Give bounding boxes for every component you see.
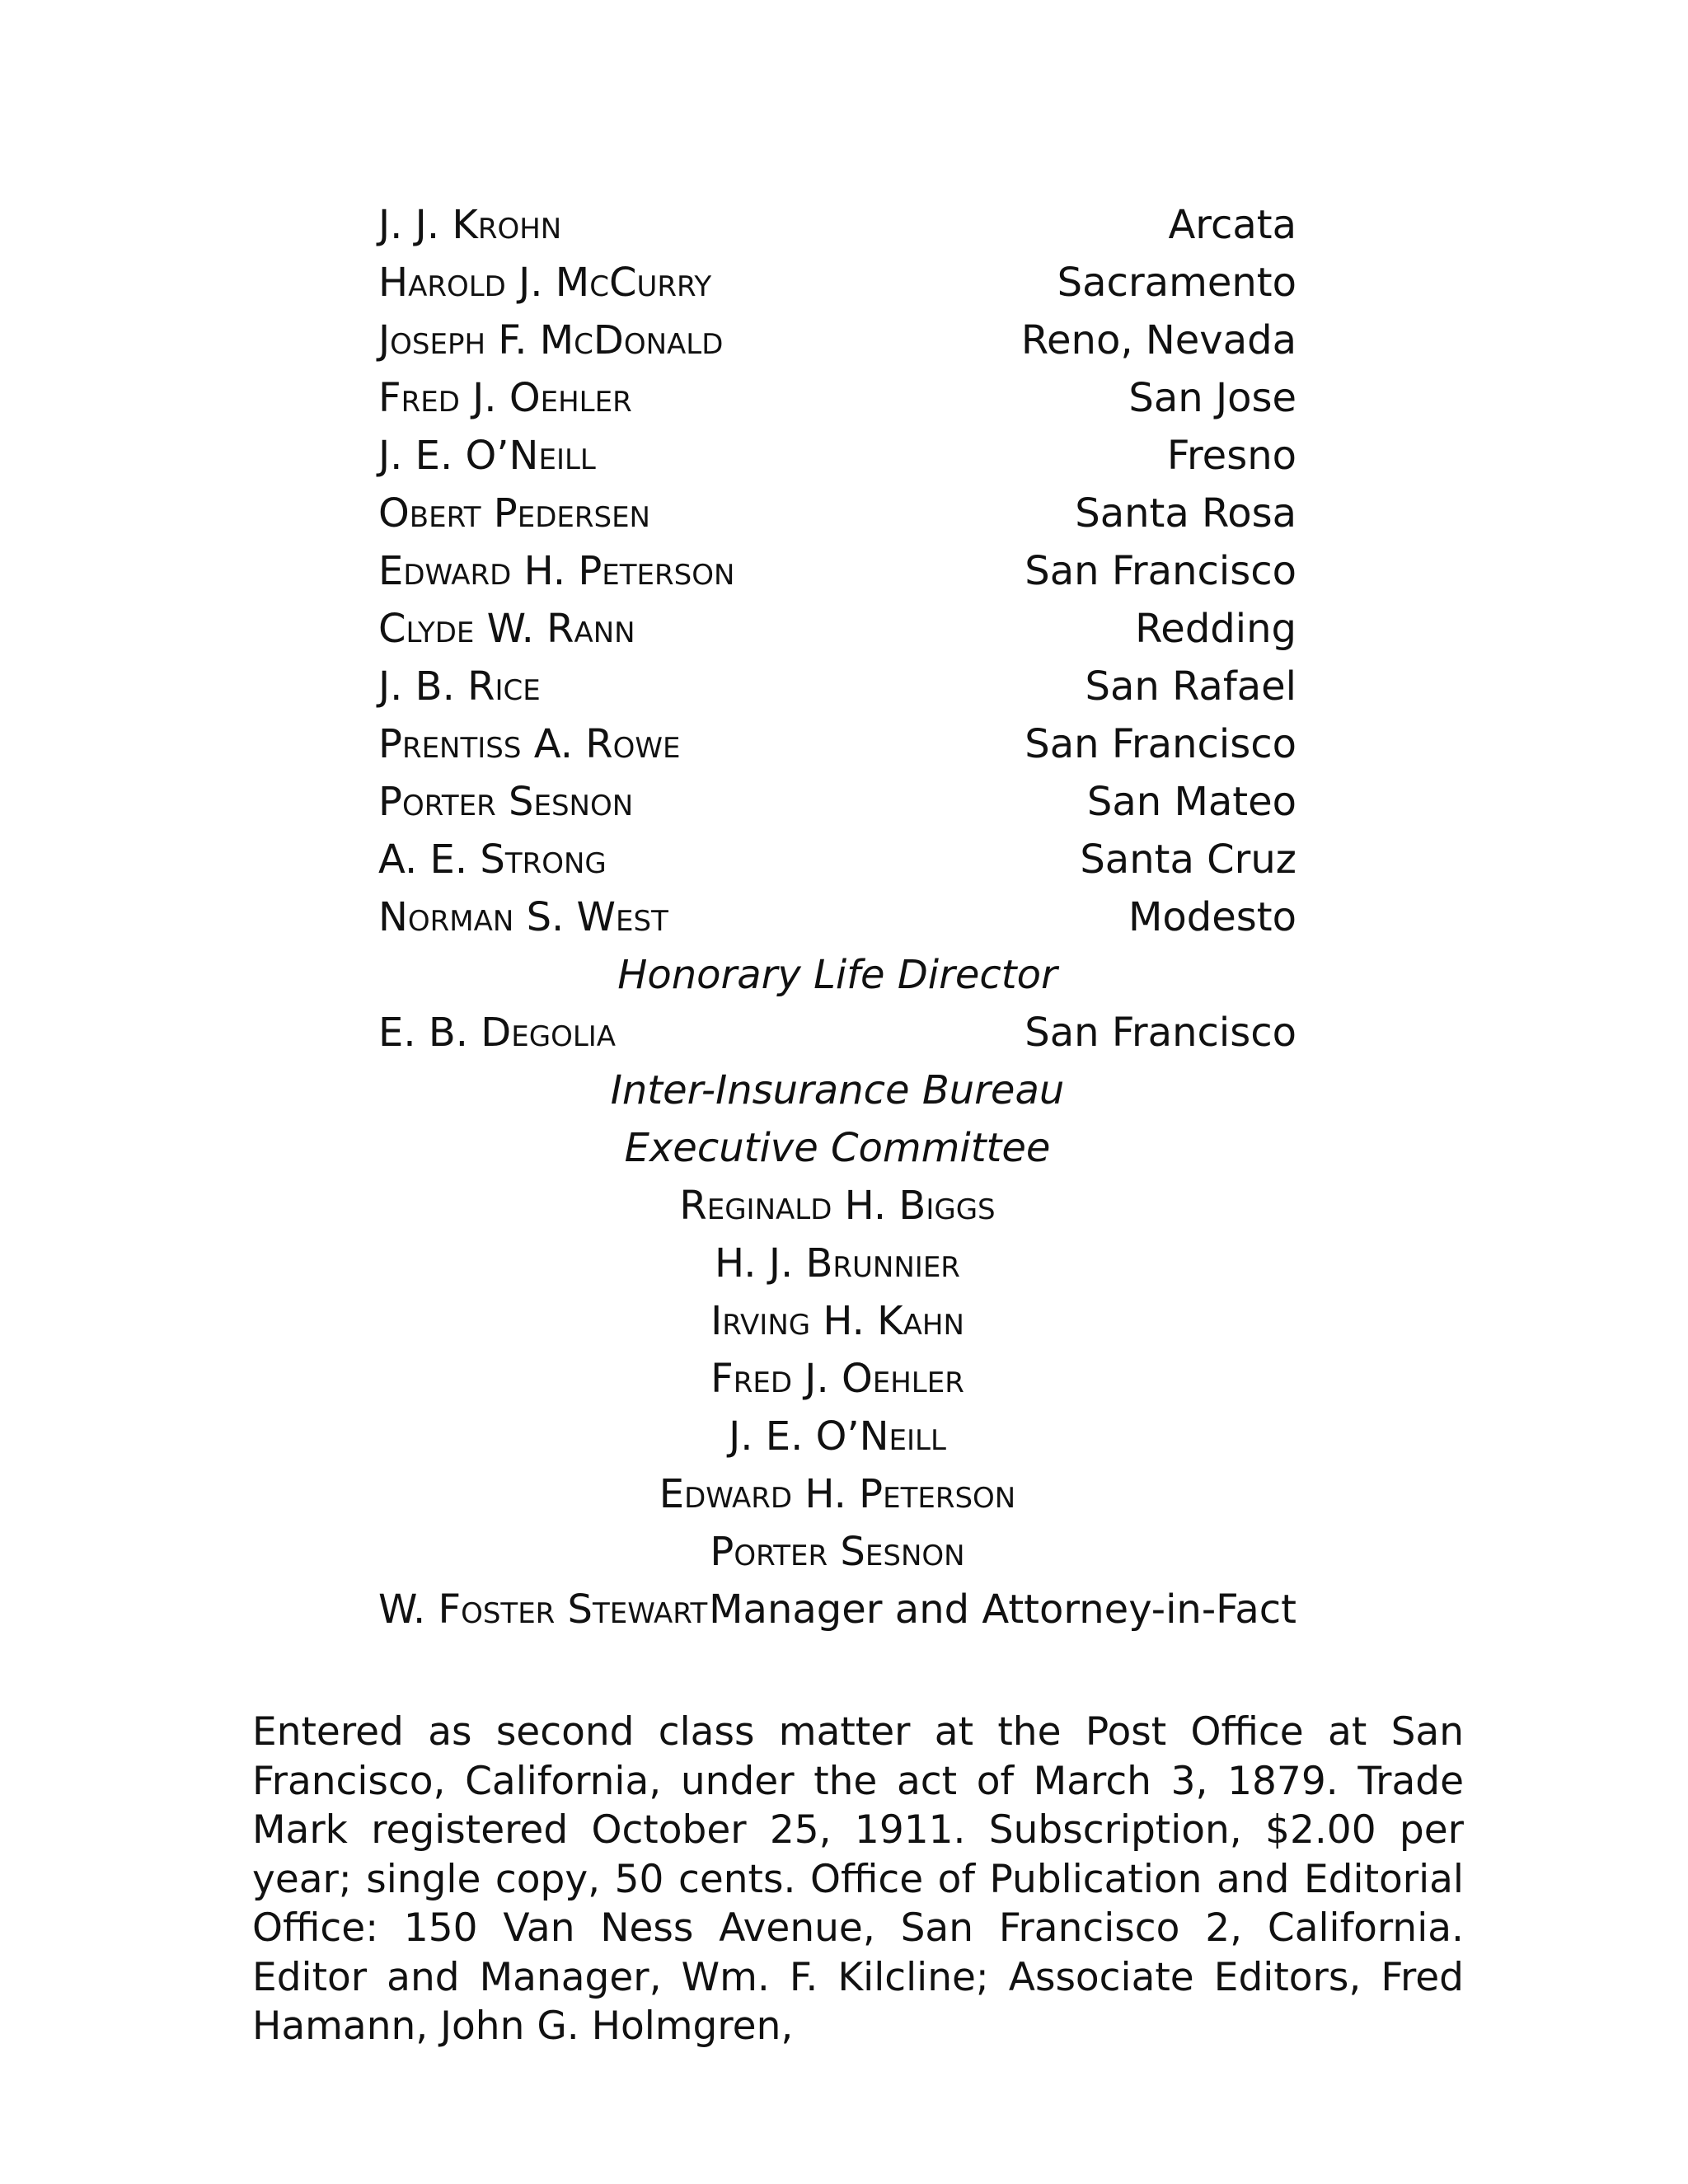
director-name: J. J. Krohn [378, 202, 562, 248]
director-city: San Rafael [1085, 663, 1296, 710]
director-row [378, 658, 1296, 715]
director-name: Porter Sesnon [378, 779, 634, 825]
committee-member: Irving H. Kahn [710, 1298, 964, 1344]
director-city: Arcata [1168, 202, 1296, 248]
director-row [378, 831, 1296, 888]
director-row [378, 773, 1296, 831]
honorary-director-row [378, 1004, 1296, 1062]
committee-heading: Executive Committee [624, 1125, 1051, 1171]
honorary-director-name: E. B. Degolia [378, 1010, 617, 1056]
director-name: Norman S. West [378, 894, 668, 940]
director-name: Prentiss A. Rowe [378, 721, 681, 767]
director-row [378, 254, 1296, 312]
bureau-heading: Inter-Insurance Bureau [610, 1067, 1065, 1113]
director-city: Modesto [1128, 894, 1296, 940]
director-row [378, 542, 1296, 600]
director-name: J. B. Rice [378, 663, 541, 710]
committee-member: Reginald H. Biggs [679, 1183, 996, 1229]
director-row [378, 427, 1296, 485]
director-name: A. E. Strong [378, 837, 607, 883]
director-name: Clyde W. Rann [378, 606, 635, 652]
publication-notice: Entered as second class matter at the Post Office at San Francisco, California, under the act of March 3, 1879. Trade Mark registered October 25, 1911. Subscription, $2.00 per year; single copy, 50 cents. Office of Publication and Editorial Office: 150 Van Ness Avenue, San Francisco 2, California. Editor and Manager, Wm. F. Kilcline; Associate Editors, Fred Hamann, John G. Holmgren, [252, 1709, 1464, 2049]
manager-title: Manager and Attorney-in-Fact [709, 1586, 1296, 1633]
committee-member: Edward H. Peterson [659, 1471, 1016, 1517]
committee-member: Fred J. Oehler [710, 1356, 964, 1402]
director-row [378, 369, 1296, 427]
director-name: Harold J. McCurry [378, 260, 712, 306]
honorary-director-city: San Francisco [1025, 1010, 1296, 1056]
director-row [378, 600, 1296, 658]
director-city: San Francisco [1025, 548, 1296, 594]
committee-member: J. E. O’Neill [729, 1413, 946, 1460]
honorary-heading: Honorary Life Director [617, 952, 1057, 998]
committee-member: Porter Sesnon [710, 1529, 965, 1575]
director-city: Sacramento [1057, 260, 1296, 306]
manager-name: W. Foster Stewart [378, 1586, 708, 1633]
director-name: J. E. O’Neill [378, 433, 596, 479]
director-city: Santa Rosa [1075, 490, 1296, 537]
director-city: San Jose [1128, 375, 1296, 421]
director-city: San Francisco [1025, 721, 1296, 767]
director-city: San Mateo [1086, 779, 1296, 825]
director-city: Santa Cruz [1080, 837, 1296, 883]
director-name: Edward H. Peterson [378, 548, 735, 594]
director-row [378, 888, 1296, 946]
director-name: Obert Pedersen [378, 490, 650, 537]
committee-member: H. J. Brunnier [715, 1240, 960, 1286]
director-row [378, 485, 1296, 542]
director-row [378, 715, 1296, 773]
director-city: Reno, Nevada [1020, 317, 1296, 363]
directors-list [378, 196, 1296, 1638]
director-city: Redding [1135, 606, 1296, 652]
director-city: Fresno [1166, 433, 1296, 479]
manager-row [378, 1581, 1296, 1638]
director-name: Joseph F. McDonald [378, 317, 724, 363]
director-row [378, 312, 1296, 369]
director-name: Fred J. Oehler [378, 375, 632, 421]
director-row [378, 196, 1296, 254]
